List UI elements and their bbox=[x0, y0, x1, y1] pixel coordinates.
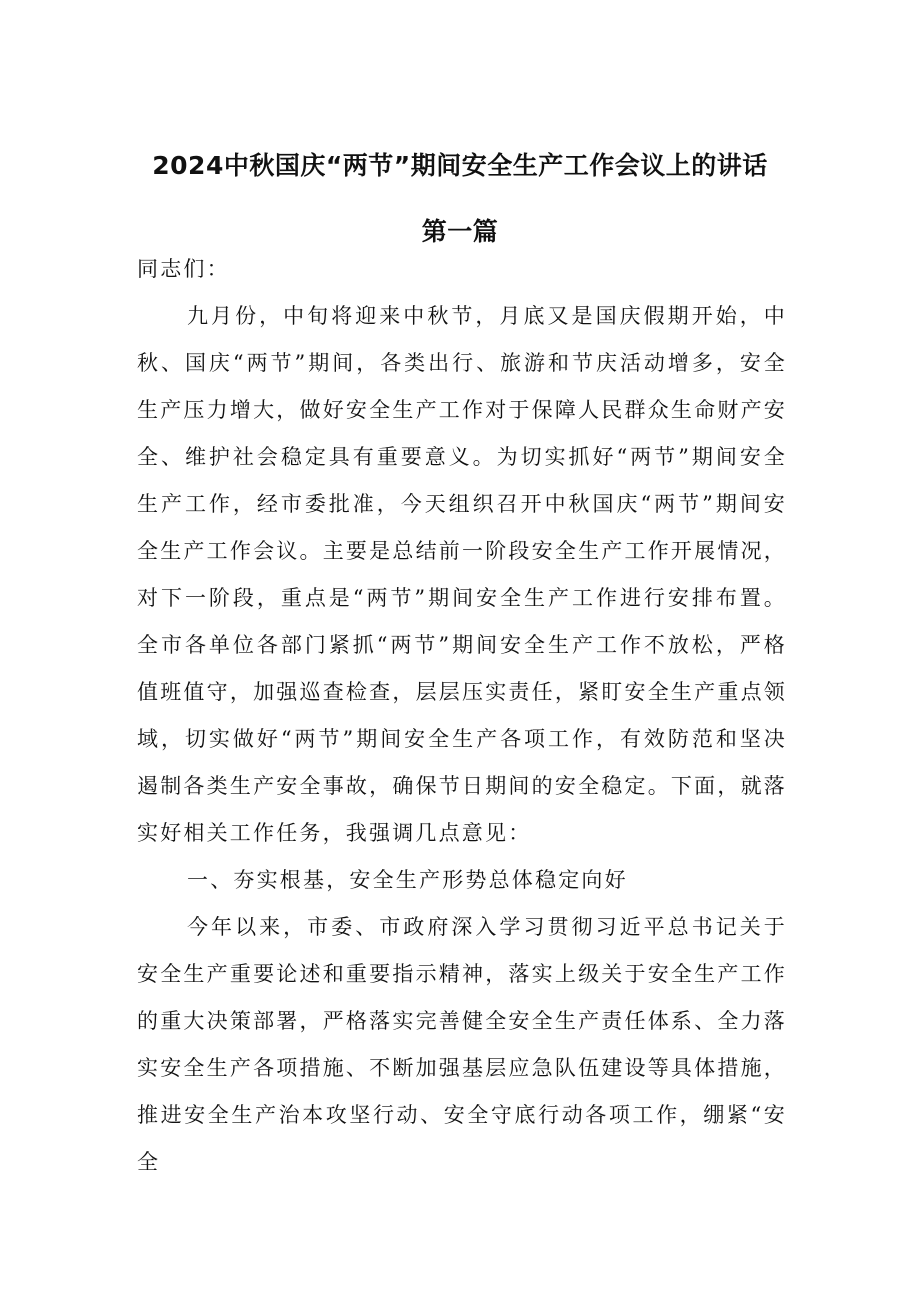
document-title: 2024中秋国庆“两节”期间安全生产工作会议上的讲话 bbox=[152, 151, 768, 180]
document-body bbox=[137, 246, 787, 1186]
document-subtitle: 第一篇 bbox=[421, 217, 499, 246]
paragraph-section-1: 今年以来，市委、市政府深入学习贯彻习近平总书记关于安全生产重要论述和重要指示精神，落实上级关于安全生产工作的重大决策部署，严格落实完善健全安全生产责任体系、全力落实安全生产各项措施、不断加强基层应急队伍建设等具体措施，推进安全生产治本攻坚行动、安全守底行动各项工作，绷紧“安全 bbox=[137, 915, 787, 1174]
salutation: 同志们： bbox=[137, 257, 230, 281]
section-heading-1: 一、夯实根基，安全生产形势总体稳定向好 bbox=[187, 868, 628, 892]
paragraph-intro: 九月份，中旬将迎来中秋节，月底又是国庆假期开始，中秋、国庆“两节”期间，各类出行、旅游和节庆活动增多，安全生产压力增大，做好安全生产工作对于保障人民群众生命财产安全、维护社会稳定具有重要意义。为切实抓好“两节”期间安全生产工作，经市委批准，今天组织召开中秋国庆“两节”期间安全生产工作会议。主要是总结前一阶段安全生产工作开展情况，对下一阶段，重点是“两节”期间安全生产工作进行安排布置。全市各单位各部门紧抓“两节”期间安全生产工作不放松，严格值班值守，加强巡查检查，层层压实责任，紧盯安全生产重点领域，切实做好“两节”期间安全生产各项工作，有效防范和坚决遏制各类生产安全事故，确保节日期间的安全稳定。下面，就落实好相关工作任务，我强调几点意见： bbox=[137, 304, 787, 845]
